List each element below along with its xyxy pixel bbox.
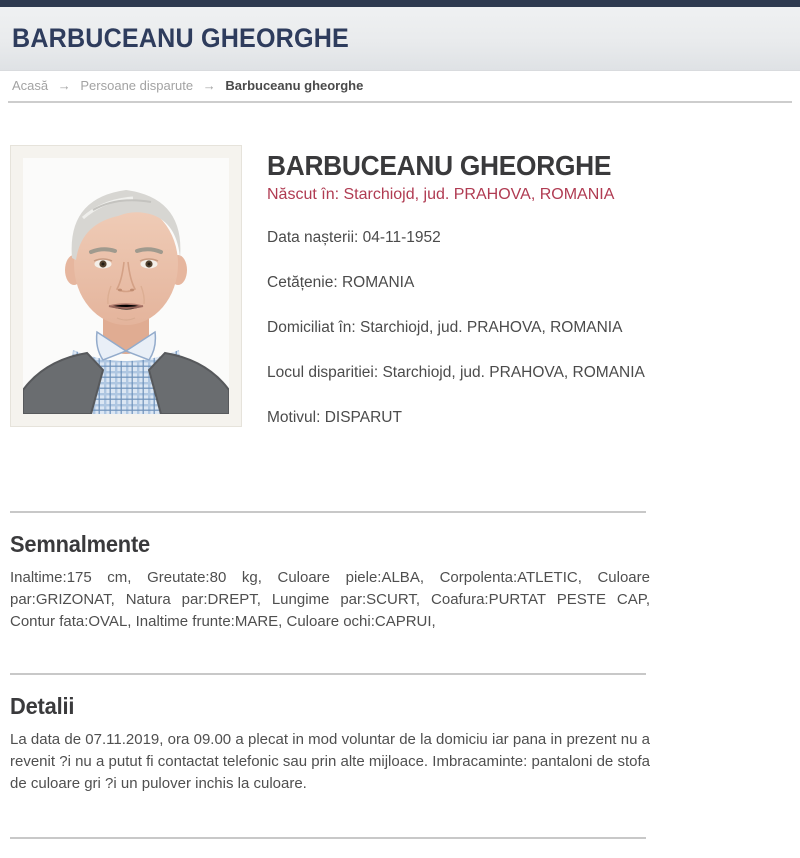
missing-person-photo [23, 158, 229, 414]
page-title: BARBUCEANU GHEORGHE [12, 23, 349, 53]
field-domiciliat: Domiciliat în: Starchiojd, jud. PRAHOVA, ROMANIA [267, 319, 623, 336]
main-content [0, 145, 800, 839]
section-divider [10, 673, 646, 675]
section-divider [10, 837, 646, 839]
breadcrumb-divider [8, 101, 792, 103]
breadcrumb-current-page: Barbuceanu gheorghe [225, 78, 364, 93]
detalii-section [10, 693, 800, 795]
field-motivul: Motivul: DISPARUT [267, 409, 402, 426]
semnalmente-section [10, 531, 800, 633]
breadcrumb-link-persoane-disparute[interactable]: Persoane disparute [80, 78, 194, 93]
photo-frame [10, 145, 242, 427]
detalii-text: La data de 07.11.2019, ora 09.00 a plecat in mod voluntar de la domiciu iar pana in prezent nu a revenit ?i nu a putut fi contactat telefonic sau prin alte mijloace. Imbracaminte: pantaloni de stofa de culoare gri ?i un pulover inchis la culoare. [10, 731, 650, 792]
person-info [267, 145, 669, 429]
breadcrumb [0, 71, 800, 101]
breadcrumb-arrow-icon: → [202, 78, 216, 93]
person-name: BARBUCEANU GHEORGHE [267, 150, 612, 181]
page-header [0, 7, 800, 71]
profile-section [10, 145, 800, 429]
section-divider [10, 511, 646, 513]
top-accent-bar [0, 0, 800, 7]
field-data-nasterii: Data nașterii: 04-11-1952 [267, 229, 441, 246]
field-locul-disparitiei: Locul disparitiei: Starchiojd, jud. PRAHOVA, ROMANIA [267, 364, 645, 381]
semnalmente-text: Inaltime:175 cm, Greutate:80 kg, Culoare piele:ALBA, Corpolenta:ATLETIC, Culoare par:GRIZONAT, Natura par:DREPT, Lungime par:SCURT, Coafura:PURTAT PESTE CAP, Contur fata:OVAL, Inaltime frunte:MARE, Culoare ochi:CAPRUI, [10, 569, 650, 630]
detalii-heading: Detalii [10, 693, 75, 719]
breadcrumb-arrow-icon: → [57, 78, 71, 93]
born-in-line: Născut în: Starchiojd, jud. PRAHOVA, ROMANIA [267, 186, 615, 203]
field-cetatenie: Cetățenie: ROMANIA [267, 274, 415, 291]
semnalmente-heading: Semnalmente [10, 531, 150, 557]
breadcrumb-link-home[interactable]: Acasă [12, 78, 49, 93]
